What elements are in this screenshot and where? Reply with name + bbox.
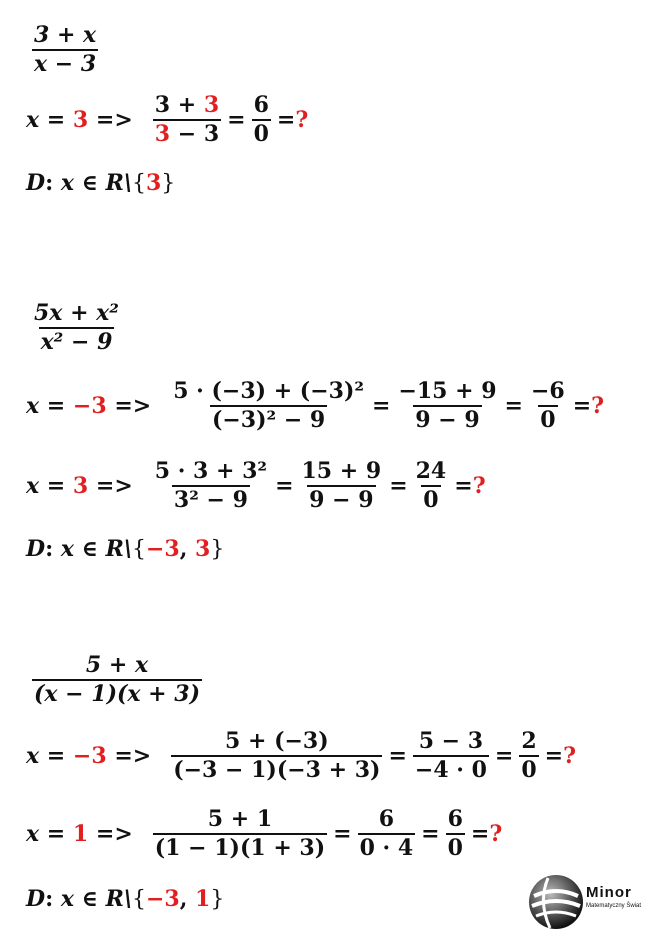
block2-case1 (26, 380, 604, 432)
excluded-value: 3 (195, 536, 211, 562)
result-den: 0 (423, 487, 439, 514)
element-of: ∈ (81, 536, 98, 562)
block2-numerator: 5x + x² (34, 300, 119, 326)
sub-num-part: 3 + (154, 92, 204, 118)
result-den: 0 (253, 121, 269, 148)
block1-domain: D : x ∈ R\ { 3 } (26, 170, 176, 196)
equals: = (46, 473, 66, 500)
block1-expression (26, 24, 104, 76)
reals-set: R\ (105, 886, 132, 912)
sub-num-value: 3 (203, 92, 220, 118)
mid-num: 5 − 3 (418, 728, 484, 754)
x-value: 3 (72, 107, 89, 134)
var-x: x (60, 170, 74, 196)
sub-num: 5 · 3 + 3² (154, 458, 268, 484)
sub-num: 5 + 1 (207, 806, 273, 832)
equals: = (227, 107, 246, 134)
domain-label: D (26, 170, 46, 196)
result-fraction (446, 808, 465, 860)
result-den: 0 (521, 757, 537, 784)
reals-set: R\ (105, 536, 132, 562)
substitution-fraction (153, 94, 221, 146)
implies: => (95, 473, 133, 500)
mid-num: 15 + 9 (301, 458, 382, 484)
domain-label: D (26, 536, 46, 562)
middle-fraction (396, 380, 498, 432)
result-num: 6 (447, 806, 463, 832)
x-value: 1 (72, 821, 89, 848)
block1-denominator: x − 3 (34, 51, 97, 78)
result-fraction (519, 730, 538, 782)
equals: = (389, 473, 408, 500)
implies: => (95, 821, 133, 848)
equals: = (46, 107, 66, 134)
mid-den: −4 · 0 (414, 757, 487, 784)
result-fraction (529, 380, 567, 432)
block3-denominator: (x − 1)(x + 3) (34, 681, 200, 708)
result-fraction (252, 94, 271, 146)
undefined-mark (277, 107, 308, 133)
eq-sign: = (276, 107, 296, 134)
mid-num: 6 (378, 806, 395, 832)
x-value: 3 (72, 473, 89, 500)
sub-den-part: − 3 (170, 121, 220, 148)
result-num: 6 (253, 92, 269, 118)
sub-num: 5 + (−3) (225, 728, 329, 754)
result-fraction (414, 460, 449, 512)
minor-logo-icon (528, 868, 646, 936)
question-mark: ? (295, 107, 309, 134)
undefined-mark (573, 393, 604, 419)
var-x: x (26, 821, 40, 848)
middle-fraction (358, 808, 416, 860)
equals: = (372, 393, 391, 420)
result-den: 0 (447, 835, 463, 862)
block2-case2 (26, 460, 486, 512)
middle-fraction (413, 730, 489, 782)
block3-case2 (26, 808, 502, 860)
reals-set: R\ (105, 170, 132, 196)
block3-numerator: 5 + x (85, 652, 149, 678)
x-value: −3 (72, 393, 107, 420)
sub-den: (−3)² − 9 (211, 407, 326, 434)
equals: = (504, 393, 523, 420)
eq-sign: = (470, 821, 490, 848)
eq-sign: = (544, 743, 564, 770)
element-of: ∈ (81, 170, 98, 196)
substitution-fraction (153, 460, 269, 512)
middle-fraction (300, 460, 384, 512)
var-x: x (26, 107, 40, 134)
block2-fraction (32, 302, 121, 354)
var-x: x (60, 536, 74, 562)
element-of: ∈ (81, 886, 98, 912)
block3-case1 (26, 730, 576, 782)
var-x: x (60, 886, 74, 912)
var-x: x (26, 743, 40, 770)
equals: = (388, 743, 407, 770)
equals: = (46, 393, 66, 420)
var-x: x (26, 473, 40, 500)
block2-domain: D : x ∈ R\ { −3 , 3 } (26, 536, 225, 562)
question-mark: ? (489, 821, 503, 848)
block2-expression (26, 302, 127, 354)
question-mark: ? (472, 473, 486, 500)
excluded-value: 3 (145, 170, 162, 196)
eq-sign: = (454, 473, 473, 500)
equals: = (421, 821, 440, 848)
excluded-value: −3 (145, 886, 180, 912)
block3-domain: D : x ∈ R\ { −3 , 1 } (26, 886, 225, 912)
x-value: −3 (72, 743, 107, 770)
implies: => (95, 107, 133, 134)
var-x: x (26, 393, 40, 420)
result-num: 24 (415, 458, 447, 484)
implies: => (114, 393, 152, 420)
equals: = (275, 473, 294, 500)
undefined-mark (471, 821, 502, 847)
mid-den: 9 − 9 (415, 407, 480, 434)
equals: = (46, 821, 66, 848)
mid-den: 0 · 4 (359, 835, 414, 862)
equals: = (333, 821, 352, 848)
block1-case1 (26, 94, 308, 146)
sub-num: 5 · (−3) + (−3)² (173, 378, 364, 404)
excluded-value: 1 (195, 886, 211, 912)
sub-den: (1 − 1)(1 + 3) (154, 835, 326, 862)
result-den: 0 (540, 407, 556, 434)
result-num: 2 (521, 728, 537, 754)
block1-fraction (32, 24, 98, 76)
block3-fraction (32, 654, 202, 706)
logo-subtitle: Matematyczny Świat (586, 903, 642, 909)
sub-den: (−3 − 1)(−3 + 3) (173, 757, 381, 784)
substitution-fraction (171, 730, 382, 782)
undefined-mark (454, 473, 485, 499)
undefined-mark (545, 743, 576, 769)
result-num: −6 (530, 378, 565, 404)
eq-sign: = (572, 393, 592, 420)
domain-label: D (26, 886, 46, 912)
logo-title: Minor (586, 884, 632, 901)
block1-numerator: 3 + x (34, 22, 97, 48)
question-mark: ? (563, 743, 576, 770)
substitution-fraction (171, 380, 366, 432)
question-mark: ? (591, 393, 605, 420)
equals: = (494, 743, 514, 770)
mid-num: −15 + 9 (398, 378, 497, 404)
block2-denominator: x² − 9 (40, 329, 113, 356)
sub-den: 3² − 9 (173, 487, 248, 514)
implies: => (114, 743, 152, 770)
substitution-fraction (153, 808, 327, 860)
mid-den: 9 − 9 (309, 487, 374, 514)
sub-den-value: 3 (154, 121, 171, 148)
excluded-value: −3 (145, 536, 180, 562)
equals: = (46, 743, 66, 770)
block3-expression (26, 654, 208, 706)
